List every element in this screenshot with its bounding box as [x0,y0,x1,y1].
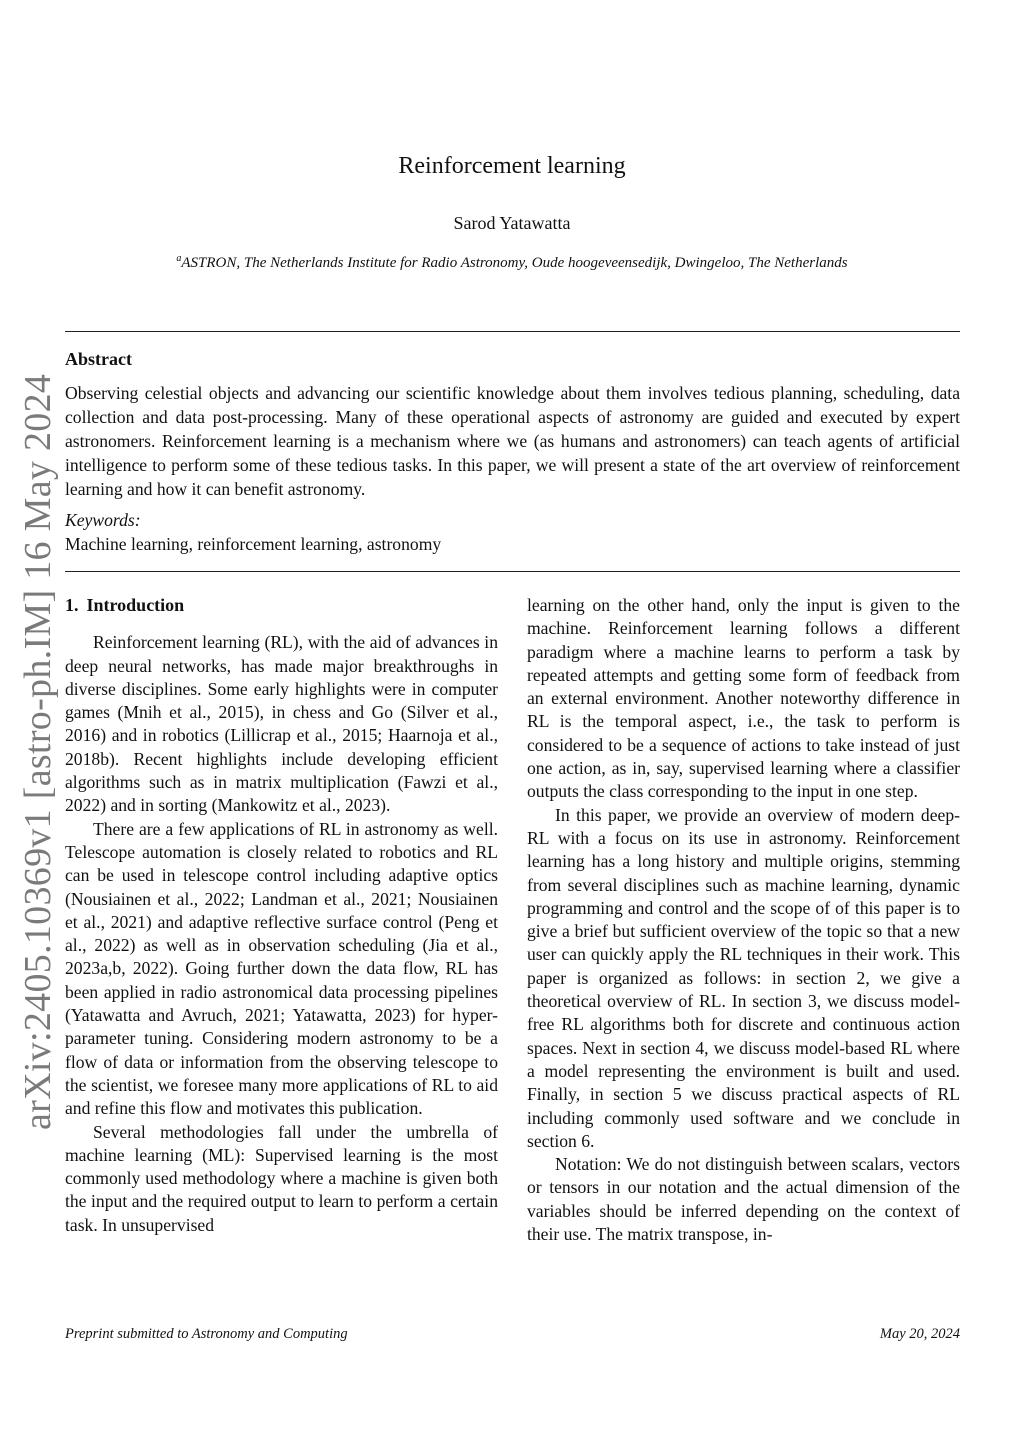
footer-date: May 20, 2024 [879,1326,960,1342]
section-heading [65,594,498,617]
affiliation-text: ASTRON, The Netherlands Institute for Radio Astronomy, Oude hoogeveensedijk, Dwingeloo, The Netherlands [181,255,848,271]
affiliation-marker: a [176,253,182,264]
paragraph: There are a few applications of RL in astronomy as well. Telescope automation is closely related to robotics and RL can be used in telescope control including adaptive optics (Nousiainen et al., 2022; Landman et al., 2021; Nousiainen et al., 2021) and adaptive reflective surface control (Peng et al., 2022) as well as in observation scheduling (Jia et al., 2023a,b, 2022). Going further down the data flow, RL has been applied in radio astronomical data processing pipelines (Yatawatta and Avruch, 2021; Yatawatta, 2023) for hyper-parameter tuning. Considering modern astronomy to be a flow of data or information from the observing telescope to the scientist, we foresee many more applications of RL to aid and refine this flow and motivates this publication. [65,818,498,1119]
section-number: 1. [65,595,79,615]
paragraph: learning on the other hand, only the input is given to the machine. Reinforcement learning follows a different paradigm where a machine learns to perform a task by repeated attempts and getting some form of feedback from an external environment. Another noteworthy difference in RL is the temporal aspect, i.e., the task to perform is considered to be a sequence of actions to take instead of just one action, as in, say, supervised learning where a classifier outputs the class corresponding to the input in one step. [527,595,960,802]
abstract-heading: Abstract [65,349,132,369]
abstract-body: Observing celestial objects and advancing our scientific knowledge about them involves tedious planning, scheduling, data collection and data post-processing. Many of these operational aspects of astronomy are guided and executed by expert astronomers. Reinforcement learning is a mechanism where we (as humans and astronomers) can teach agents of artificial intelligence to perform some of these tedious tasks. In this paper, we will present a state of the art overview of reinforcement learning and how it can benefit astronomy. [65,383,960,499]
paragraph: In this paper, we provide an overview of modern deep-RL with a focus on its use in astronomy. Reinforcement learning has a long history and multiple origins, stemming from several disciplines such as machine learning, dynamic programming and control and the scope of of this paper is to give a brief but sufficient overview of the topic so that a new user can quickly apply the RL techniques in their work. This paper is organized as follows: in section 2, we give a theoretical overview of RL. In section 3, we discuss model-free RL algorithms both for discrete and continuous action spaces. Next in section 4, we discuss model-based RL where a model representing the environment is built and used. Finally, in section 5 we discuss practical aspects of RL including commonly used software and we conclude in section 6. [527,804,960,1151]
section-title: Introduction [86,595,185,615]
paragraph: Reinforcement learning (RL), with the aid of advances in deep neural networks, has made major breakthroughs in diverse disciplines. Some early highlights were in computer games (Mnih et al., 2015), in chess and Go (Silver et al., 2016) and in robotics (Lillicrap et al., 2015; Haarnoja et al., 2018b). Recent highlights include developing efficient algorithms such as in matrix multiplication (Fawzi et al., 2022) and in sorting (Mankowitz et al., 2023). [65,632,498,816]
affiliation [0,253,1024,272]
footer-preprint-note: Preprint submitted to Astronomy and Computing [65,1326,348,1342]
right-column [527,594,960,1246]
paragraph: Several methodologies fall under the umbrella of machine learning (ML): Supervised learning is the most commonly used methodology where a machine is given both the input and the required output to learn to perform a certain task. In unsupervised [65,1121,498,1235]
author-name: Sarod Yatawatta [453,213,571,233]
bottom-rule [65,571,960,572]
paper-title: Reinforcement learning [398,153,626,179]
arxiv-stamp: arXiv:2405.10369v1 [astro-ph.IM] 16 May 2024 [17,373,59,1130]
left-column [65,594,498,1237]
top-rule [65,331,960,332]
paragraph: Notation: We do not distinguish between scalars, vectors or tensors in our notation and the actual dimension of the variables should be inferred depending on the context of their use. The matrix transpose, in- [527,1154,960,1245]
keywords-label: Keywords: [65,510,141,530]
keywords-list: Machine learning, reinforcement learning, astronomy [65,534,442,554]
